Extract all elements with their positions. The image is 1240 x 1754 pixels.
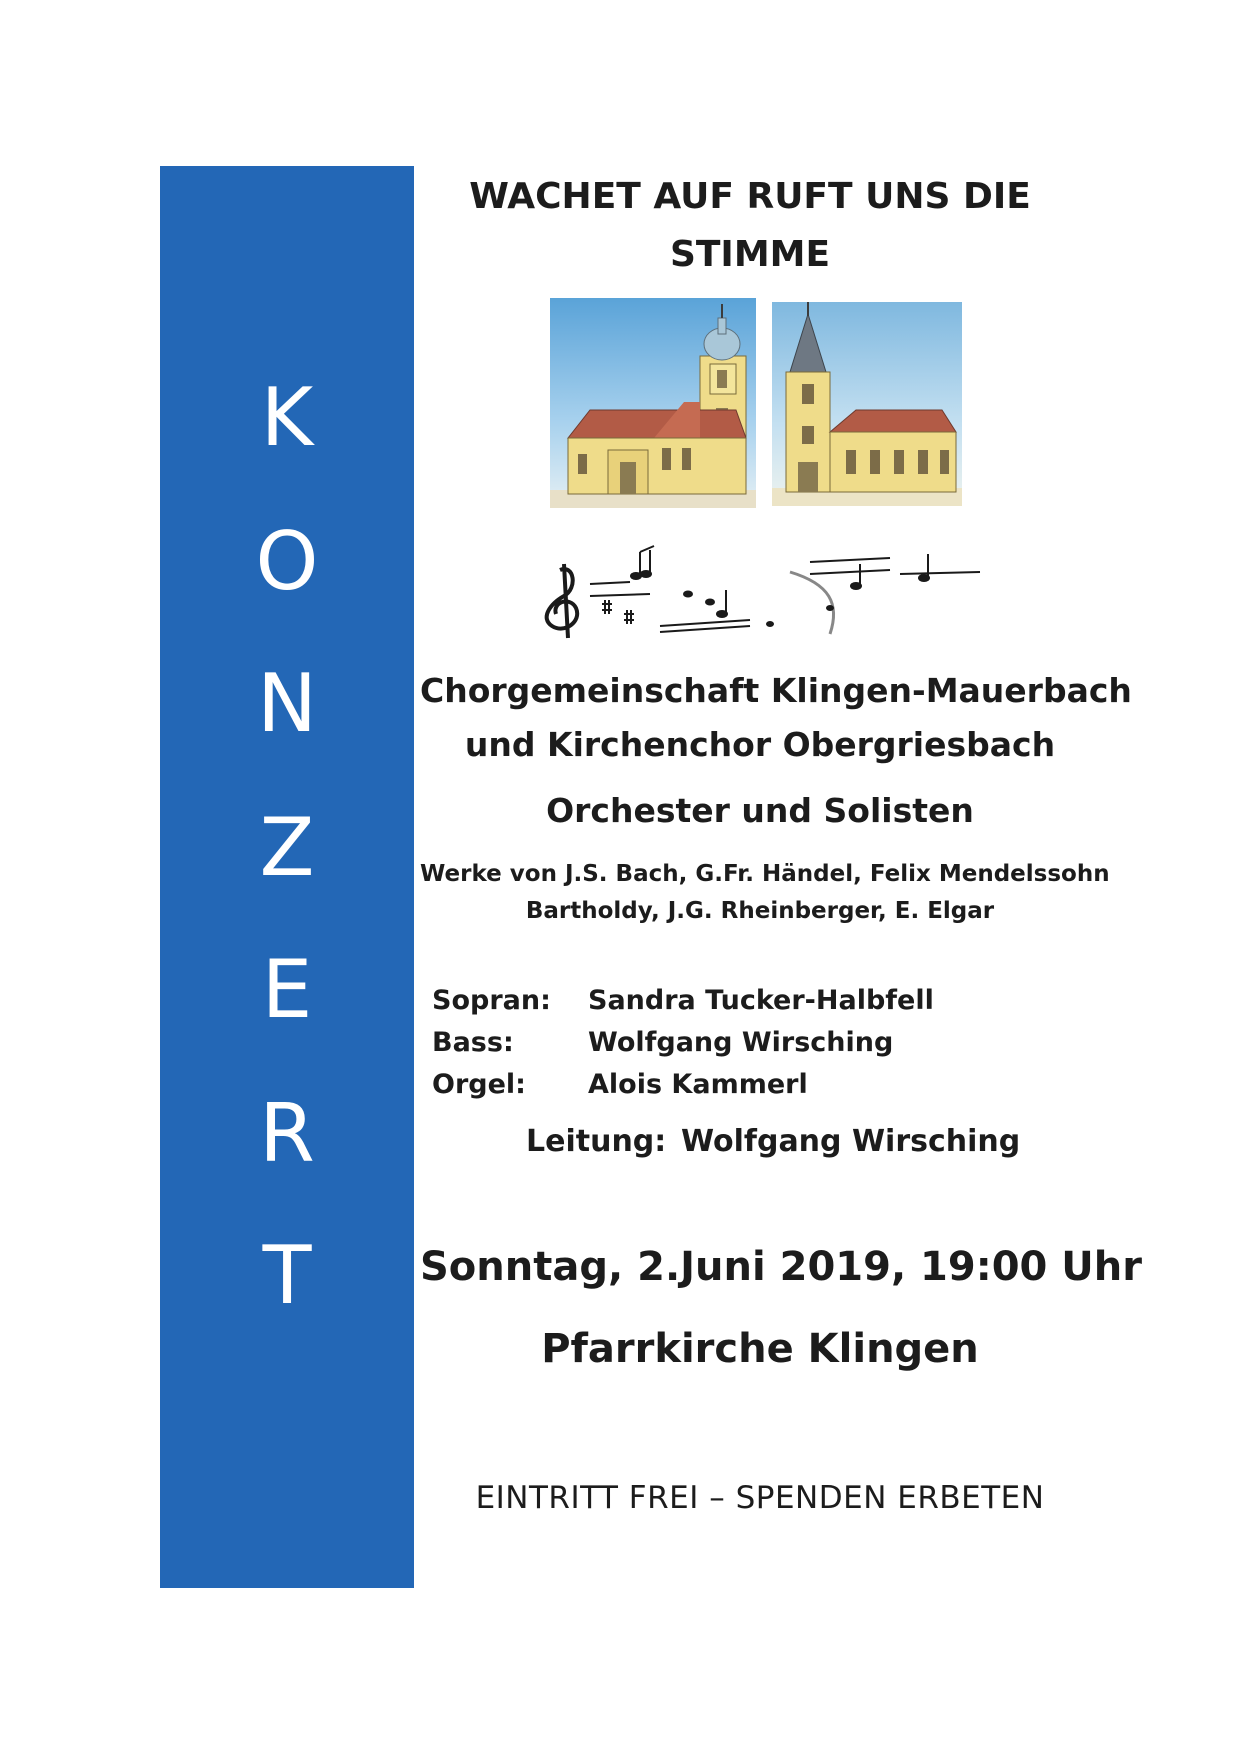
- works-line-2: Bartholdy, J.G. Rheinberger, E. Elgar: [525, 898, 995, 924]
- works-line-1: Werke von J.S. Bach, G.Fr. Händel, Felix Mendelssohn: [420, 861, 1110, 887]
- soloist-role: Orgel:: [432, 1069, 526, 1100]
- church-spire-illustration: [772, 302, 962, 506]
- banner-letter: R: [259, 1087, 315, 1180]
- works-block: [420, 856, 1110, 930]
- conductor-line: [526, 1124, 1020, 1159]
- performers-line-2: und Kirchenchor Obergriesbach: [464, 725, 1056, 764]
- title-line-1: WACHET AUF RUFT UNS DIE: [469, 176, 1031, 217]
- banner-letter: N: [257, 657, 317, 750]
- soloist-name: Alois Kammerl: [588, 1069, 808, 1100]
- banner-letter: Z: [259, 801, 315, 894]
- event-date: Sonntag, 2.Juni 2019, 19:00 Uhr: [420, 1244, 1142, 1290]
- banner-letter: O: [255, 515, 319, 608]
- title-line-2: STIMME: [669, 234, 831, 275]
- ensemble-heading: Orchester und Solisten: [546, 791, 974, 830]
- soloist-role: Sopran:: [432, 985, 551, 1016]
- banner-letter: T: [262, 1229, 312, 1322]
- soloist-list: [432, 980, 934, 1106]
- soloist-name: Wolfgang Wirsching: [588, 1027, 894, 1058]
- soloist-name: Sandra Tucker-Halbfell: [588, 985, 934, 1016]
- entry-note: EINTRITT FREI – SPENDEN ERBETEN: [475, 1480, 1045, 1516]
- event-venue: Pfarrkirche Klingen: [541, 1326, 979, 1372]
- concert-title: [430, 168, 1070, 284]
- church-onion-dome-illustration: [550, 298, 756, 508]
- performers-block: [420, 664, 1132, 772]
- soloist-row: [432, 1022, 934, 1064]
- soloist-row: [432, 980, 934, 1022]
- church-illustrations: [550, 298, 968, 510]
- soloist-role: Bass:: [432, 1027, 514, 1058]
- banner-letter: E: [261, 943, 313, 1036]
- banner-letter: K: [260, 371, 314, 464]
- soloist-row: [432, 1064, 934, 1106]
- conductor-role: Leitung:: [526, 1124, 667, 1159]
- konzert-banner: [160, 166, 414, 1588]
- performers-line-1: Chorgemeinschaft Klingen-Mauerbach: [420, 671, 1132, 710]
- conductor-name: Wolfgang Wirsching: [681, 1124, 1021, 1159]
- music-notes-illustration: [530, 534, 990, 644]
